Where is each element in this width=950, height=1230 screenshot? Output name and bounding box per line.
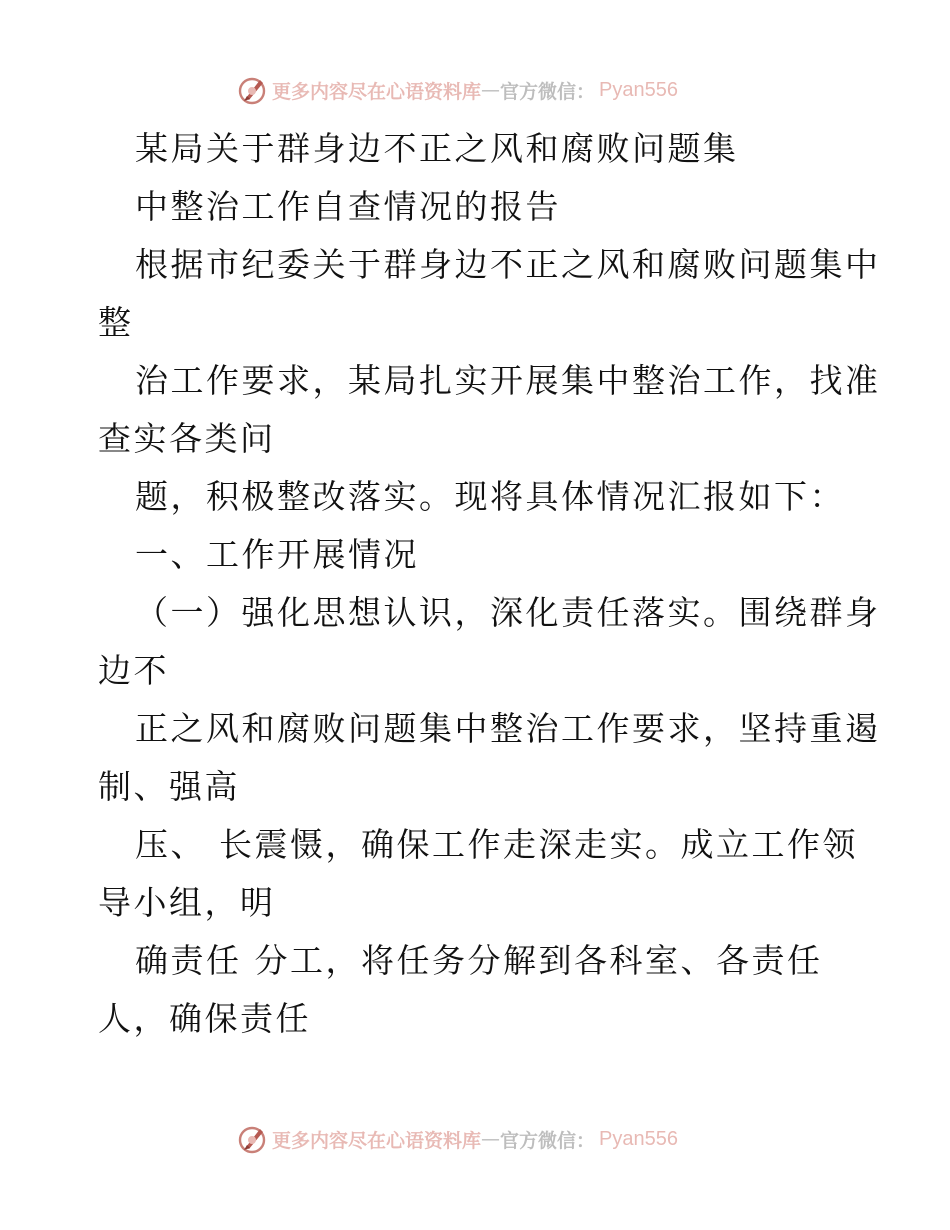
paragraph-line: 查实各类问 bbox=[98, 419, 276, 458]
watermark-official-label: 官方微信： bbox=[500, 1129, 596, 1152]
paragraph-line: 正之风和腐败问题集中整治工作要求，坚持重遏 bbox=[135, 709, 881, 748]
paragraph-line: 确责任 分工，将任务分解到各科室、各责任 bbox=[135, 941, 823, 980]
watermark-text: 更多内容尽在心语资料库 bbox=[272, 1129, 482, 1152]
footer-watermark bbox=[236, 1122, 678, 1156]
paragraph-line: 整 bbox=[98, 303, 134, 342]
paragraph-line: 边不 bbox=[98, 651, 169, 690]
watermark-dash: — bbox=[481, 1128, 501, 1150]
watermark-wechat-id: Pyan556 bbox=[599, 1127, 678, 1150]
paragraph-line: （一）强化思想认识，深化责任落实。围绕群身 bbox=[135, 593, 881, 632]
watermark-dash: — bbox=[481, 79, 501, 101]
title-line-2: 中整治工作自查情况的报告 bbox=[135, 187, 561, 226]
paragraph-line: 人，确保责任 bbox=[98, 999, 311, 1038]
paragraph-line: 制、强高 bbox=[98, 767, 240, 806]
document-body bbox=[98, 120, 881, 1048]
paragraph-line: 导小组，明 bbox=[98, 883, 276, 922]
paragraph-line: 根据市纪委关于群身边不正之风和腐败问题集中 bbox=[135, 245, 881, 284]
title-line-1: 某局关于群身边不正之风和腐败问题集 bbox=[135, 129, 739, 168]
watermark-text: 更多内容尽在心语资料库 bbox=[272, 80, 482, 103]
quill-pen-seal-icon bbox=[236, 74, 268, 106]
section-heading: 一、工作开展情况 bbox=[135, 535, 419, 574]
watermark-wechat-id: Pyan556 bbox=[599, 78, 678, 101]
paragraph-line: 治工作要求，某局扎实开展集中整治工作，找准 bbox=[135, 361, 881, 400]
quill-pen-seal-icon bbox=[236, 1123, 268, 1155]
paragraph-line: 题，积极整改落实。现将具体情况汇报如下： bbox=[135, 477, 845, 516]
header-watermark bbox=[236, 73, 678, 107]
watermark-official-label: 官方微信： bbox=[500, 80, 596, 103]
paragraph-line: 压、 长震慑，确保工作走深走实。成立工作领 bbox=[135, 825, 858, 864]
